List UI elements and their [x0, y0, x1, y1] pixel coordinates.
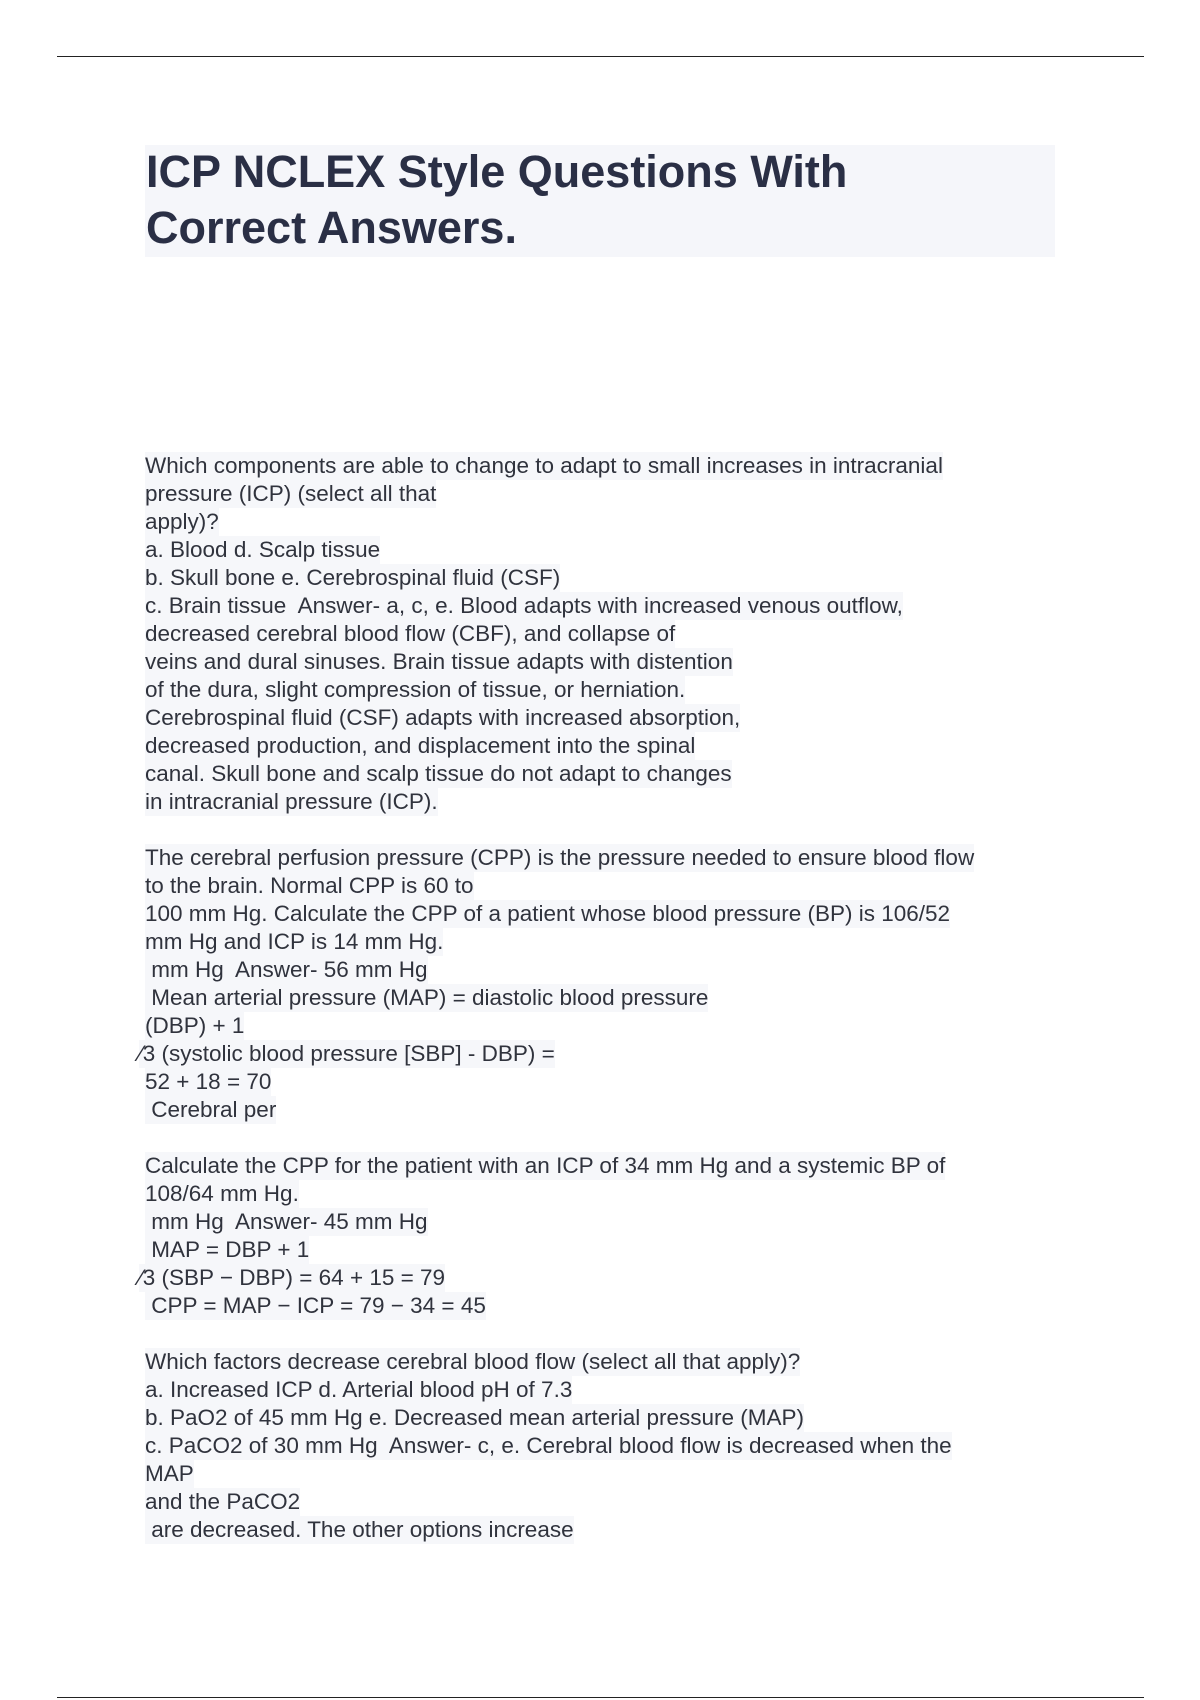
text-line: 108/64 mm Hg. — [145, 1181, 299, 1206]
text-line: decreased production, and displacement into the spinal — [145, 733, 696, 758]
text-line: a. Blood d. Scalp tissue — [145, 537, 381, 562]
text-line: (DBP) + 1 — [145, 1013, 245, 1038]
document-body — [139, 452, 1065, 1572]
text-line: veins and dural sinuses. Brain tissue adapts with distention — [145, 649, 733, 674]
text-line: a. Increased ICP d. Arterial blood pH of 7.3 — [145, 1377, 573, 1402]
text-line: decreased cerebral blood flow (CBF), and collapse of — [145, 621, 676, 646]
text-line: 52 + 18 = 70 — [145, 1069, 272, 1094]
text-line: ⁄3 (SBP − DBP) = 64 + 15 = 79 — [139, 1265, 446, 1290]
question-block-3 — [139, 1152, 1065, 1320]
text-line: Which components are able to change to adapt to small increases in intracranial — [145, 453, 943, 478]
text-line: are decreased. The other options increase — [145, 1517, 574, 1542]
title-line-2: Correct Answers. — [146, 202, 517, 253]
text-line: c. Brain tissue Answer- a, c, e. Blood adapts with increased venous outflow, — [145, 593, 903, 618]
text-line: mm Hg Answer- 56 mm Hg — [145, 957, 428, 982]
text-line: Cerebral per — [145, 1097, 277, 1122]
text-line: to the brain. Normal CPP is 60 to — [145, 873, 474, 898]
text-line: Cerebrospinal fluid (CSF) adapts with increased absorption, — [145, 705, 741, 730]
text-line: and the PaCO2 — [145, 1489, 301, 1514]
text-line: pressure (ICP) (select all that — [145, 481, 437, 506]
bottom-rule — [57, 1697, 1144, 1698]
text-line: of the dura, slight compression of tissue, or herniation. — [145, 677, 686, 702]
text-line: CPP = MAP − ICP = 79 − 34 = 45 — [145, 1293, 486, 1318]
text-line: canal. Skull bone and scalp tissue do not adapt to changes — [145, 761, 732, 786]
text-line: b. PaO2 of 45 mm Hg e. Decreased mean arterial pressure (MAP) — [145, 1405, 805, 1430]
text-line: The cerebral perfusion pressure (CPP) is the pressure needed to ensure blood flow — [145, 845, 975, 870]
question-block-4 — [145, 1348, 1065, 1544]
title-line-1: ICP NCLEX Style Questions With — [146, 146, 848, 197]
text-line: MAP = DBP + 1 — [145, 1237, 310, 1262]
question-block-2 — [139, 844, 1065, 1124]
question-block-1 — [145, 452, 1065, 816]
text-line: mm Hg Answer- 45 mm Hg — [145, 1209, 428, 1234]
text-line: apply)? — [145, 509, 219, 534]
text-line: in intracranial pressure (ICP). — [145, 789, 438, 814]
text-line: mm Hg and ICP is 14 mm Hg. — [145, 929, 444, 954]
text-line: Mean arterial pressure (MAP) = diastolic blood pressure — [145, 985, 709, 1010]
text-line: c. PaCO2 of 30 mm Hg Answer- c, e. Cerebral blood flow is decreased when the — [145, 1433, 952, 1458]
text-line: 100 mm Hg. Calculate the CPP of a patient whose blood pressure (BP) is 106/52 — [145, 901, 951, 926]
text-line: Which factors decrease cerebral blood flow (select all that apply)? — [145, 1349, 801, 1374]
text-line: b. Skull bone e. Cerebrospinal fluid (CSF) — [145, 565, 561, 590]
top-rule — [57, 56, 1144, 57]
text-line: MAP — [145, 1461, 194, 1486]
text-line: ⁄3 (systolic blood pressure [SBP] - DBP) = — [139, 1041, 555, 1066]
document-title — [146, 144, 1046, 256]
text-line: Calculate the CPP for the patient with an ICP of 34 mm Hg and a systemic BP of — [145, 1153, 946, 1178]
